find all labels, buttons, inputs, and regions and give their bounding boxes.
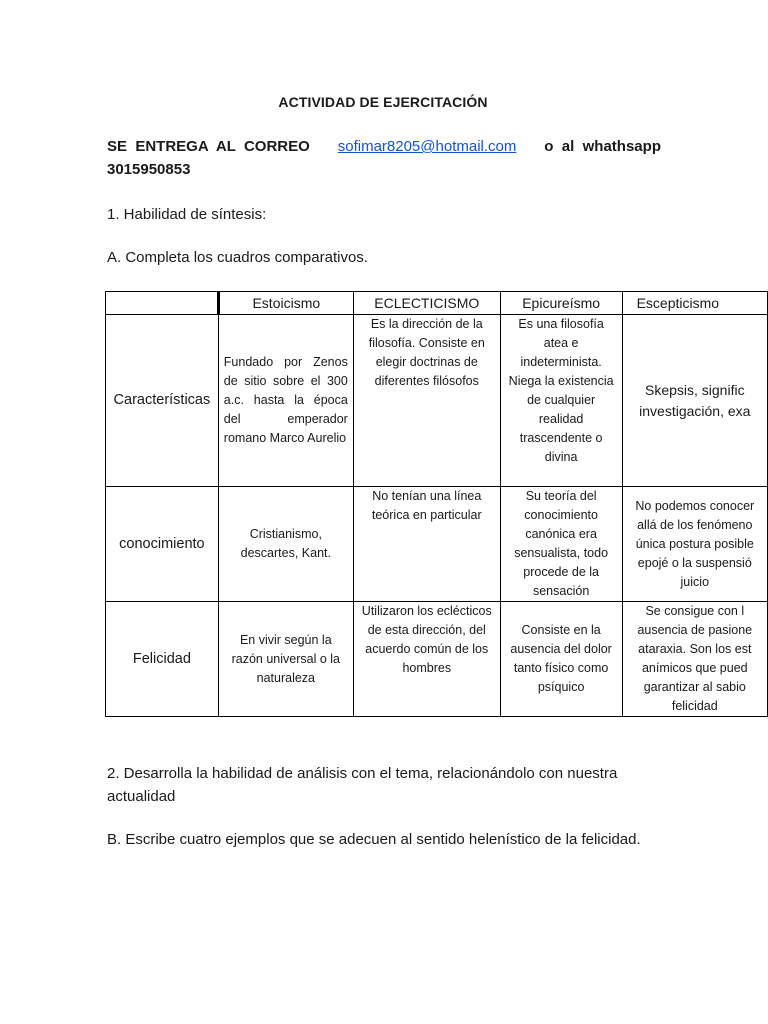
cell-estoicismo-felicidad: En vivir según la razón universal o la naturaleza xyxy=(218,602,353,717)
cell-eclecticismo-caracteristicas: Es la dirección de la filosofía. Consiste en elegir doctrinas de diferentes filósofos xyxy=(353,315,500,487)
delivery-middle: o al whathsapp xyxy=(544,138,661,155)
cell-epicureismo-felicidad: Consiste en la ausencia del dolor tanto físico como psíquico xyxy=(500,602,622,717)
delivery-line xyxy=(107,135,661,181)
section-1-heading: 1. Habilidad de síntesis: xyxy=(107,206,267,223)
cell-estoicismo-conocimiento: Cristianismo, descartes, Kant. xyxy=(218,487,353,602)
cell-escepticismo-conocimiento: No podemos conocer allá de los fenómeno única postura posible epojé o la suspensió juicio xyxy=(622,487,767,602)
table-row xyxy=(106,315,768,487)
title-text: ACTIVIDAD DE EJERCITACIÓN xyxy=(278,94,488,110)
email-link[interactable]: sofimar8205@hotmail.com xyxy=(337,138,517,155)
cell-estoicismo-caracteristicas: Fundado por Zenos de sitio sobre el 300 a.c. hasta la época del emperador romano Marco Aurelio xyxy=(218,315,353,487)
cell-epicureismo-caracteristicas: Es una filosofía atea e indeterminista. Niega la existencia de cualquier realidad trascendente o divina xyxy=(500,315,622,487)
table-row xyxy=(106,487,768,602)
delivery-row xyxy=(107,135,661,158)
table-header-row xyxy=(106,292,768,315)
row-label-conocimiento: conocimiento xyxy=(106,487,219,602)
header-eclecticismo: ECLECTICISMO xyxy=(353,292,500,315)
section-2-heading: 2. Desarrolla la habilidad de análisis con el tema, relacionándolo con nuestra actualidad xyxy=(107,765,618,805)
table-row xyxy=(106,602,768,717)
phone-number: 3015950853 xyxy=(107,161,191,178)
row-label-caracteristicas: Características xyxy=(106,315,219,487)
cell-eclecticismo-conocimiento: No tenían una línea teórica en particular xyxy=(353,487,500,602)
cell-epicureismo-conocimiento: Su teoría del conocimiento canónica era sensualista, todo procede de la sensación xyxy=(500,487,622,602)
comparison-table xyxy=(105,291,768,717)
header-escepticismo: Escepticismo xyxy=(622,292,767,315)
section-b-heading: B. Escribe cuatro ejemplos que se adecuen al sentido helenístico de la felicidad. xyxy=(107,831,641,848)
section-a-heading: A. Completa los cuadros comparativos. xyxy=(107,249,368,266)
cell-eclecticismo-felicidad: Utilizaron los eclécticos de esta dirección, del acuerdo común de los hombres xyxy=(353,602,500,717)
delivery-prefix: SE ENTREGA AL CORREO xyxy=(107,138,310,155)
row-label-felicidad: Felicidad xyxy=(106,602,219,717)
cell-escepticismo-caracteristicas: Skepsis, signific investigación, exa xyxy=(622,315,767,487)
header-estoicismo: Estoicismo xyxy=(218,292,353,315)
page-title xyxy=(0,94,768,110)
header-corner xyxy=(106,292,219,315)
cell-escepticismo-felicidad: Se consigue con l ausencia de pasione ataraxia. Son los est anímicos que pued garantizar al sabio felicidad xyxy=(622,602,767,717)
header-epicureismo: Epicureísmo xyxy=(500,292,622,315)
